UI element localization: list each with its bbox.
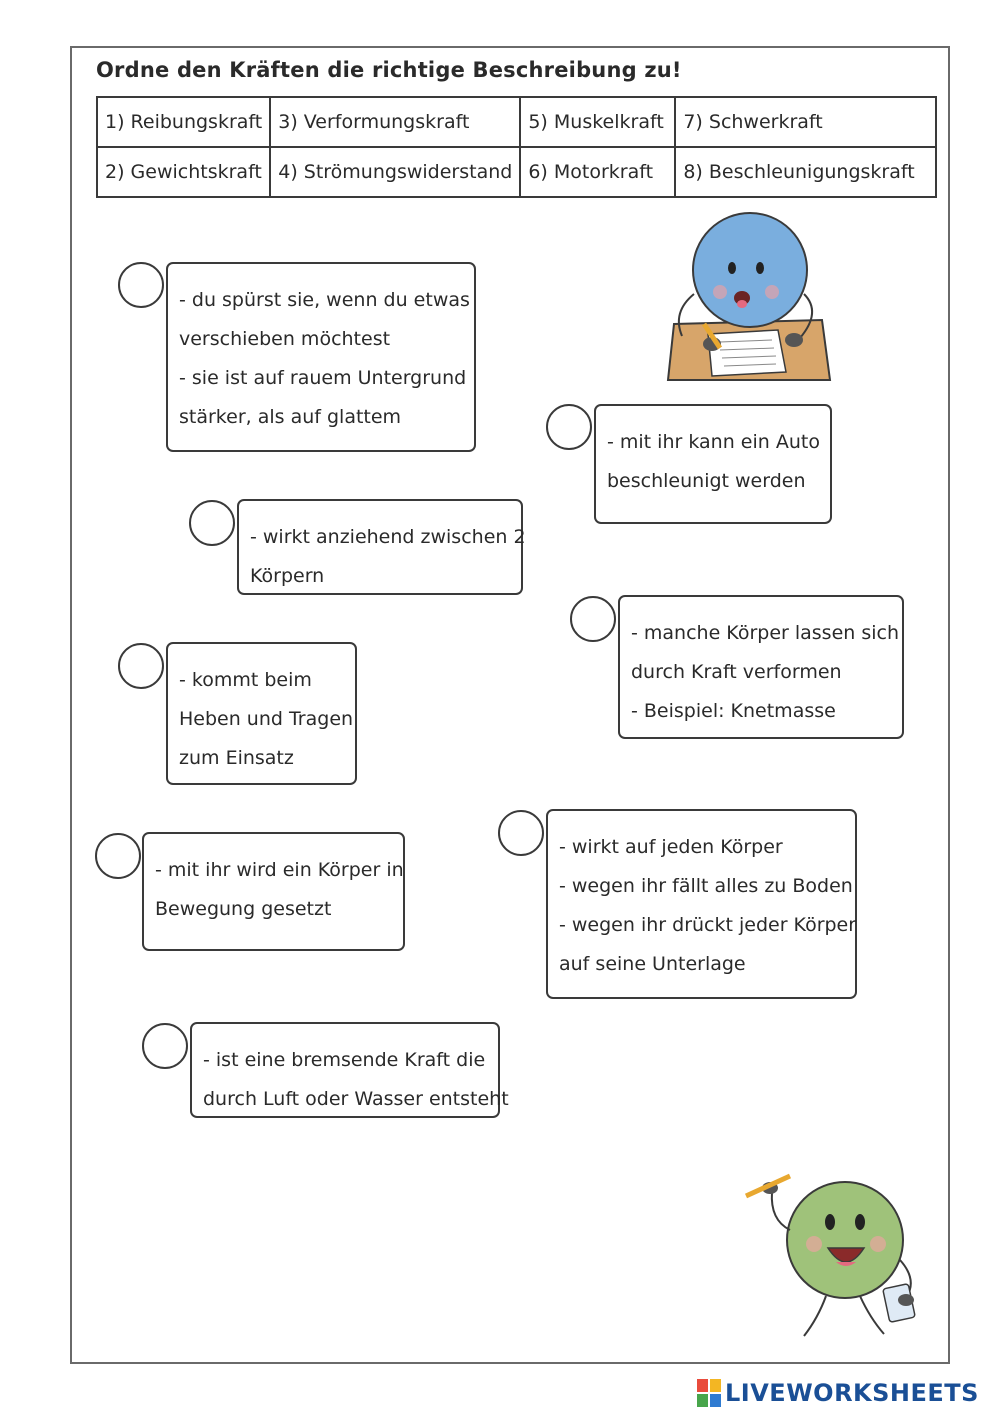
- table-row: [97, 147, 936, 197]
- blue-ball-character-writing-icon: [662, 212, 842, 384]
- answer-circle[interactable]: [118, 643, 164, 689]
- table-row: [97, 97, 936, 147]
- description-line: - mit ihr wird ein Körper in: [155, 859, 404, 881]
- answer-circle[interactable]: [570, 596, 616, 642]
- description-line: - manche Körper lassen sich: [631, 622, 900, 644]
- description-box: [190, 1022, 509, 1118]
- force-cell: 3) Verformungskraft: [270, 97, 520, 147]
- answer-circle[interactable]: [546, 404, 592, 450]
- description-line: - wirkt auf jeden Körper: [559, 836, 783, 858]
- forces-table: [96, 96, 937, 198]
- description-line: - wirkt anziehend zwischen 2: [250, 526, 526, 548]
- force-cell: 2) Gewichtskraft: [97, 147, 270, 197]
- description-line: - mit ihr kann ein Auto: [607, 431, 820, 453]
- description-line: Bewegung gesetzt: [155, 898, 332, 920]
- force-cell: 4) Strömungswiderstand: [270, 147, 520, 197]
- answer-circle[interactable]: [189, 500, 235, 546]
- description-box: [142, 832, 405, 951]
- description-line: - sie ist auf rauem Untergrund: [179, 367, 467, 389]
- description-box: [594, 404, 832, 524]
- description-line: Körpern: [250, 565, 325, 587]
- description-line: durch Luft oder Wasser entsteht: [203, 1088, 509, 1110]
- description-line: - wegen ihr drückt jeder Körper: [559, 914, 857, 936]
- description-box: [166, 642, 357, 785]
- green-ball-character-with-pencil-icon: [740, 1160, 940, 1345]
- liveworksheets-logo-icon: [697, 1379, 721, 1407]
- description-line: beschleunigt werden: [607, 470, 806, 492]
- worksheet-title: Ordne den Kräften die richtige Beschreibung zu!: [96, 58, 682, 82]
- answer-circle[interactable]: [118, 262, 164, 308]
- liveworksheets-brand[interactable]: [697, 1377, 997, 1409]
- answer-circle[interactable]: [95, 833, 141, 879]
- description-line: durch Kraft verformen: [631, 661, 842, 683]
- description-line: stärker, als auf glattem: [179, 406, 402, 428]
- description-line: zum Einsatz: [179, 747, 294, 769]
- description-line: - wegen ihr fällt alles zu Boden: [559, 875, 853, 897]
- description-line: auf seine Unterlage: [559, 953, 746, 975]
- force-cell: 7) Schwerkraft: [675, 97, 936, 147]
- description-line: - du spürst sie, wenn du etwas: [179, 289, 470, 311]
- answer-circle[interactable]: [142, 1023, 188, 1069]
- answer-circle[interactable]: [498, 810, 544, 856]
- description-box: [546, 809, 857, 999]
- description-line: Heben und Tragen: [179, 708, 354, 730]
- description-box: [237, 499, 526, 595]
- description-line: verschieben möchtest: [179, 328, 391, 350]
- force-cell: 5) Muskelkraft: [520, 97, 675, 147]
- description-line: - Beispiel: Knetmasse: [631, 700, 836, 722]
- force-cell: 8) Beschleunigungskraft: [675, 147, 936, 197]
- brand-name: LIVEWORKSHEETS: [725, 1379, 979, 1407]
- description-box: [618, 595, 904, 739]
- force-cell: 6) Motorkraft: [520, 147, 675, 197]
- description-line: - kommt beim: [179, 669, 312, 691]
- description-line: - ist eine bremsende Kraft die: [203, 1049, 486, 1071]
- force-cell: 1) Reibungskraft: [97, 97, 270, 147]
- description-box: [166, 262, 476, 452]
